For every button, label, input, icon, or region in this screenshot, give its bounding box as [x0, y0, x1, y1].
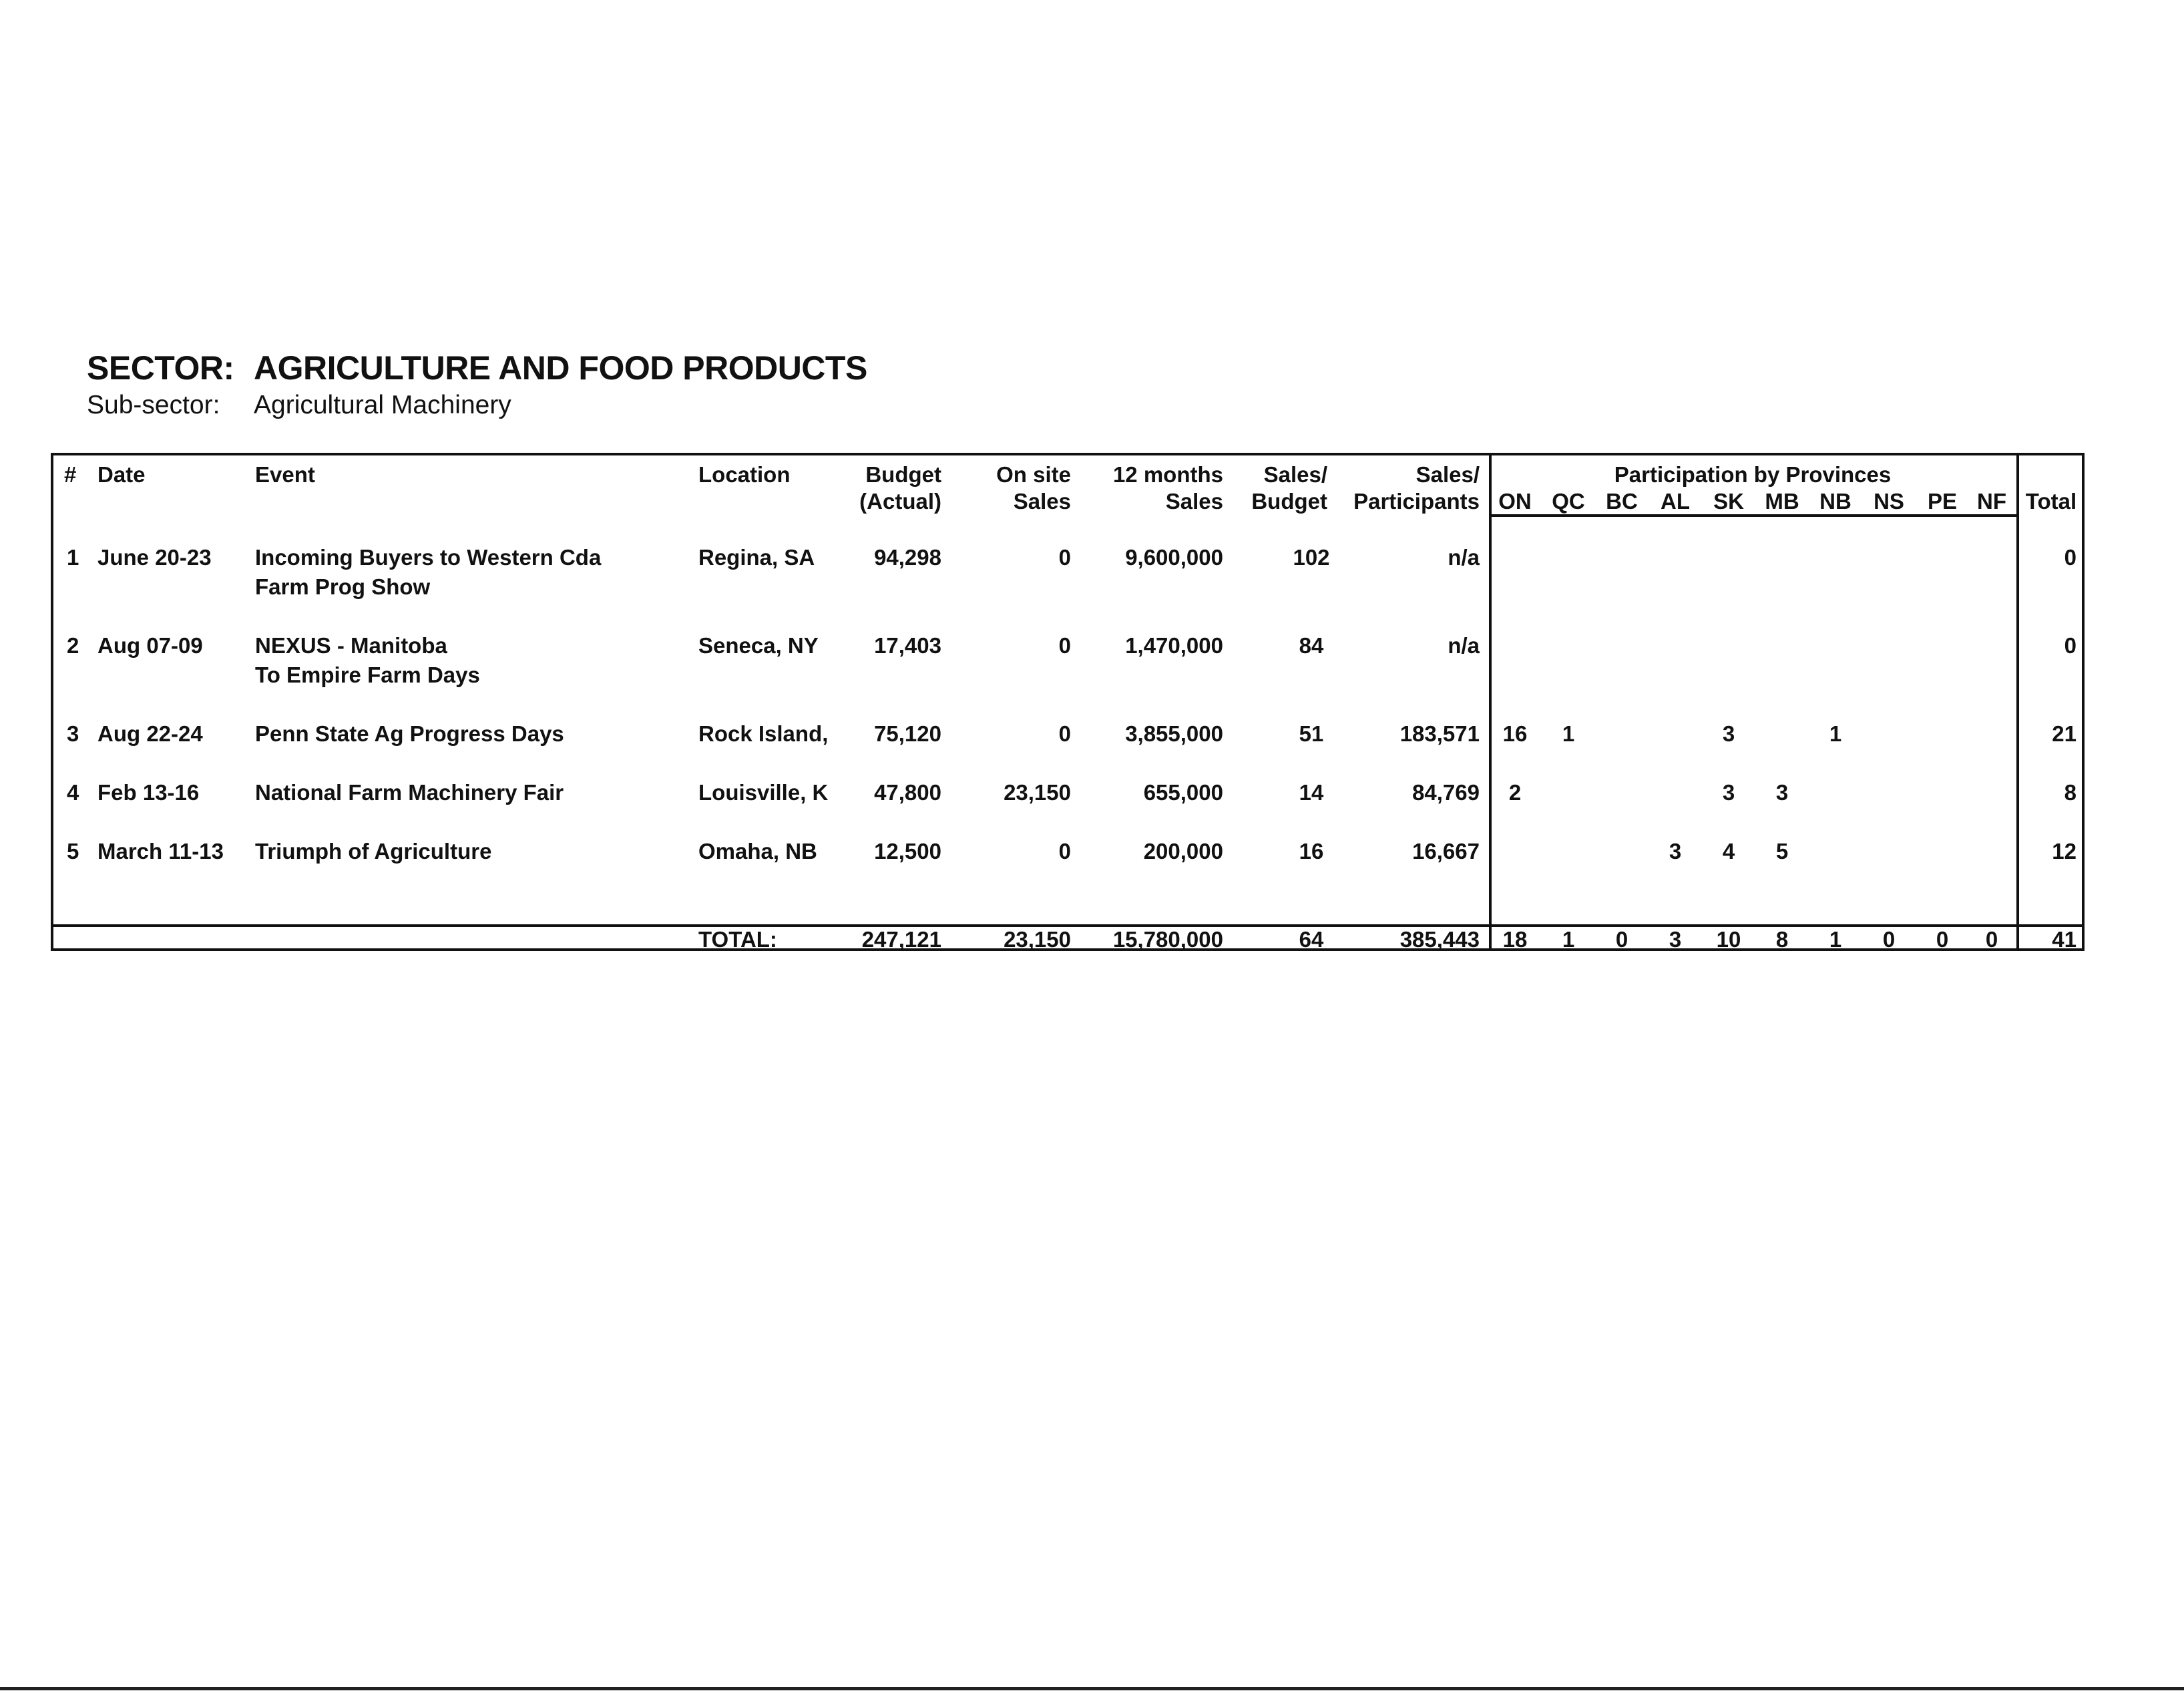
- totals-budget: 247,121: [861, 927, 941, 952]
- row-event: Triumph of Agriculture: [255, 839, 492, 864]
- header-province-4: SK: [1713, 489, 1744, 514]
- row-event: NEXUS - Manitoba: [255, 633, 447, 658]
- row-province-1: 1: [1562, 721, 1575, 746]
- header-province-8: PE: [1927, 489, 1958, 514]
- row-location: Regina, SA: [698, 545, 815, 570]
- row-budget: 47,800: [874, 780, 941, 805]
- header-province-2: BC: [1606, 489, 1638, 514]
- header-sb-line2: Budget: [1251, 489, 1327, 514]
- row-province-4: 4: [1722, 839, 1735, 864]
- row-budget: 12,500: [874, 839, 941, 864]
- row-num: 3: [67, 721, 79, 746]
- row-date: June 20-23: [97, 545, 212, 570]
- row-total: 21: [2052, 721, 2077, 746]
- row-sales-budget: 51: [1299, 721, 1324, 746]
- row-date: Feb 13-16: [97, 780, 200, 805]
- header-num: #: [64, 462, 77, 487]
- row-12-months-sales: 9,600,000: [1125, 545, 1223, 570]
- row-province-6: 1: [1829, 721, 1842, 746]
- header-province-0: ON: [1498, 489, 1532, 514]
- row-sales-budget: 102: [1293, 545, 1330, 570]
- row-num: 4: [67, 780, 79, 805]
- row-date: Aug 07-09: [97, 633, 203, 658]
- header-province-1: QC: [1552, 489, 1585, 514]
- header-date: Date: [97, 462, 146, 487]
- header-onsite-line1: On site: [996, 462, 1071, 487]
- row-total: 8: [2064, 780, 2077, 805]
- row-onsite-sales: 0: [1058, 721, 1071, 746]
- header-sp-line1: Sales/: [1415, 462, 1480, 487]
- header-province-7: NS: [1874, 489, 1904, 514]
- row-total: 12: [2052, 839, 2077, 864]
- subsector-value: Agricultural Machinery: [254, 391, 511, 419]
- header-province-5: MB: [1765, 489, 1799, 514]
- header-event: Event: [255, 462, 315, 487]
- totals-province-9: 0: [1985, 927, 1998, 952]
- subsector-label: Sub-sector:: [87, 391, 220, 419]
- totals-12-months-sales: 15,780,000: [1112, 927, 1223, 952]
- row-event-line2: To Empire Farm Days: [255, 663, 480, 687]
- row-onsite-sales: 23,150: [1004, 780, 1071, 805]
- totals-label: TOTAL:: [698, 927, 777, 952]
- divider-participation-left: [1489, 455, 1492, 951]
- totals-province-2: 0: [1615, 927, 1628, 952]
- row-province-0: 16: [1502, 721, 1528, 746]
- totals-province-3: 3: [1669, 927, 1682, 952]
- row-onsite-sales: 0: [1058, 545, 1071, 570]
- row-sales-participants: n/a: [1448, 633, 1480, 658]
- row-event: National Farm Machinery Fair: [255, 780, 564, 805]
- row-event-line2: Farm Prog Show: [255, 574, 431, 599]
- header-months-line1: 12 months: [1112, 462, 1223, 487]
- header-months-line2: Sales: [1165, 489, 1223, 514]
- row-sales-budget: 84: [1299, 633, 1324, 658]
- row-location: Omaha, NB: [698, 839, 817, 864]
- row-event: Penn State Ag Progress Days: [255, 721, 564, 746]
- header-location: Location: [698, 462, 791, 487]
- totals-province-7: 0: [1882, 927, 1896, 952]
- header-total: Total: [2025, 489, 2077, 514]
- row-onsite-sales: 0: [1058, 839, 1071, 864]
- row-budget: 17,403: [874, 633, 941, 658]
- row-total: 0: [2064, 545, 2077, 570]
- row-onsite-sales: 0: [1058, 633, 1071, 658]
- page-bottom-rule: [0, 1687, 2184, 1690]
- row-province-4: 3: [1722, 780, 1735, 805]
- totals-province-6: 1: [1829, 927, 1842, 952]
- header-budget-line1: Budget: [865, 462, 941, 487]
- row-sales-budget: 14: [1299, 780, 1324, 805]
- row-sales-participants: 84,769: [1412, 780, 1480, 805]
- totals-province-8: 0: [1936, 927, 1949, 952]
- header-onsite-line2: Sales: [1013, 489, 1071, 514]
- row-12-months-sales: 200,000: [1143, 839, 1223, 864]
- sector-label: SECTOR:: [87, 349, 234, 387]
- row-date: March 11-13: [97, 839, 224, 864]
- totals-province-5: 8: [1775, 927, 1789, 952]
- row-sales-budget: 16: [1299, 839, 1324, 864]
- row-location: Louisville, K: [698, 780, 829, 805]
- totals-province-1: 1: [1562, 927, 1575, 952]
- row-province-0: 2: [1508, 780, 1522, 805]
- row-12-months-sales: 655,000: [1143, 780, 1223, 805]
- row-location: Rock Island,: [698, 721, 829, 746]
- row-total: 0: [2064, 633, 2077, 658]
- header-sp-line2: Participants: [1353, 489, 1480, 514]
- row-province-5: 3: [1775, 780, 1789, 805]
- row-sales-participants: n/a: [1448, 545, 1480, 570]
- totals-total: 41: [2052, 927, 2077, 952]
- row-num: 2: [67, 633, 79, 658]
- row-date: Aug 22-24: [97, 721, 203, 746]
- sector-heading: [87, 349, 867, 387]
- totals-province-4: 10: [1716, 927, 1741, 952]
- header-sb-line1: Sales/: [1263, 462, 1327, 487]
- row-province-3: 3: [1669, 839, 1682, 864]
- row-budget: 75,120: [874, 721, 941, 746]
- sector-value: AGRICULTURE AND FOOD PRODUCTS: [254, 349, 867, 387]
- header-province-3: AL: [1661, 489, 1690, 514]
- subsector-heading: [87, 391, 511, 420]
- row-sales-participants: 16,667: [1412, 839, 1480, 864]
- header-budget-line2: (Actual): [859, 489, 941, 514]
- totals-sales-budget: 64: [1299, 927, 1324, 952]
- row-num: 5: [67, 839, 79, 864]
- events-table: [51, 453, 2085, 951]
- row-12-months-sales: 1,470,000: [1125, 633, 1223, 658]
- totals-onsite-sales: 23,150: [1004, 927, 1071, 952]
- row-province-4: 3: [1722, 721, 1735, 746]
- row-num: 1: [67, 545, 79, 570]
- row-location: Seneca, NY: [698, 633, 819, 658]
- totals-sales-participants: 385,443: [1399, 927, 1480, 952]
- row-budget: 94,298: [874, 545, 941, 570]
- row-province-5: 5: [1775, 839, 1789, 864]
- divider-total-left: [2016, 455, 2019, 951]
- row-12-months-sales: 3,855,000: [1125, 721, 1223, 746]
- header-province-6: NB: [1819, 489, 1851, 514]
- header-province-9: NF: [1977, 489, 2006, 514]
- totals-province-0: 18: [1502, 927, 1528, 952]
- row-event: Incoming Buyers to Western Cda: [255, 545, 602, 570]
- row-sales-participants: 183,571: [1399, 721, 1480, 746]
- header-participation: Participation by Provinces: [1614, 462, 1892, 487]
